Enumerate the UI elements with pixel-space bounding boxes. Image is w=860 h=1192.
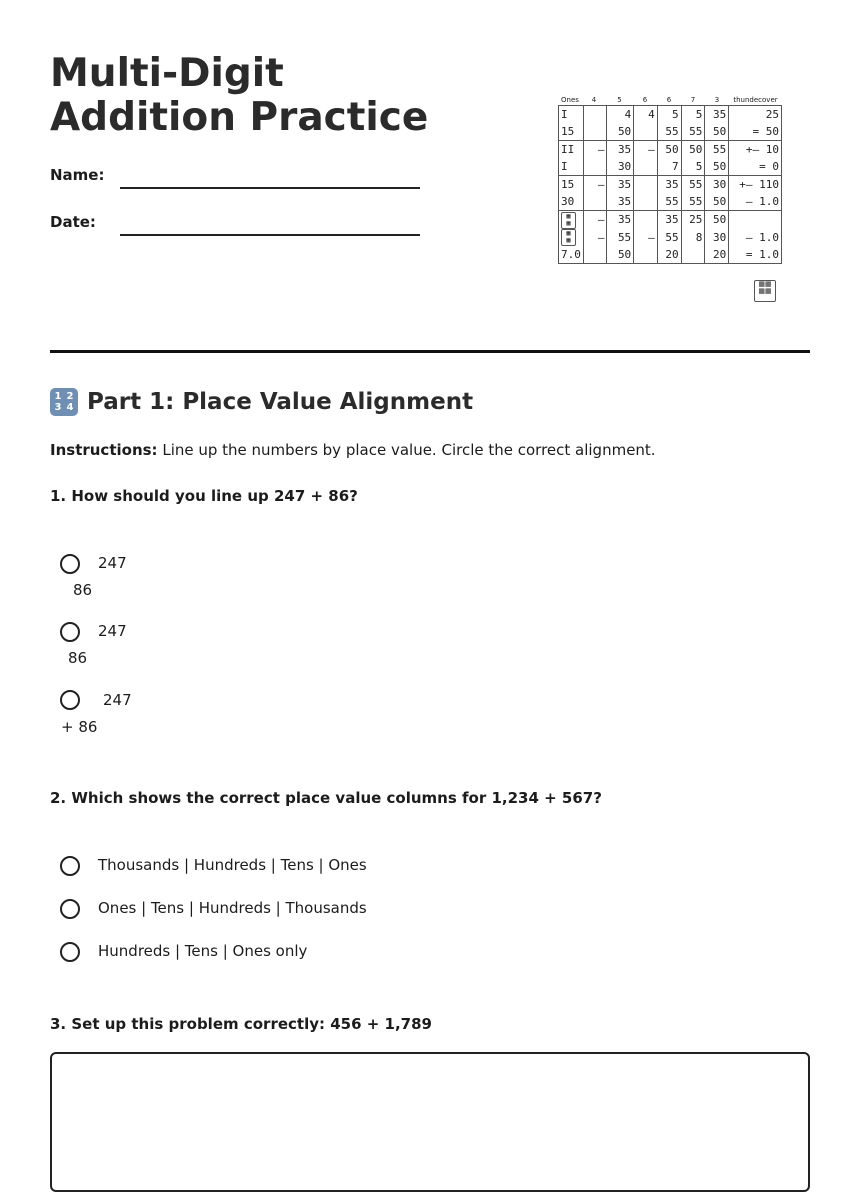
grid-cell: 35 xyxy=(705,106,729,124)
q1-option-2-radio[interactable] xyxy=(60,622,80,642)
grid-cell: 50 xyxy=(705,211,729,229)
grid-cell: 30 xyxy=(705,229,729,247)
grid-cell xyxy=(583,246,607,264)
icon-digit: 2 xyxy=(66,391,74,402)
grid-cell xyxy=(583,123,607,141)
q2-option-1-label: Thousands | Hundreds | Tens | Ones xyxy=(98,856,367,874)
icon-digit: 4 xyxy=(66,402,74,413)
part1-title-text: Part 1: Place Value Alignment xyxy=(87,389,474,415)
grid-cell: 55 xyxy=(681,193,705,211)
grid-cell: 50 xyxy=(657,141,681,159)
q1-option-1-radio[interactable] xyxy=(60,554,80,574)
grid-column-headers xyxy=(558,96,782,105)
grid-cell: 55 xyxy=(681,123,705,141)
grid-header: 7 xyxy=(690,96,696,104)
grid-cell: II xyxy=(559,141,584,159)
section-divider xyxy=(50,350,810,353)
grid-cell xyxy=(729,211,782,229)
q2-option-2-radio[interactable] xyxy=(60,899,80,919)
grid-header: Ones xyxy=(561,96,579,104)
grid-cell: 5 xyxy=(657,106,681,124)
place-value-grid xyxy=(558,96,782,264)
grid-header: thundecover xyxy=(733,96,778,104)
grid-cell xyxy=(583,158,607,176)
grid-cell xyxy=(583,193,607,211)
grid-cell: 50 xyxy=(705,123,729,141)
date-label: Date: xyxy=(50,213,96,231)
grid-cell: = 50 xyxy=(729,123,782,141)
q1-option-3-top: 247 xyxy=(103,691,132,709)
grid-cell: +– 10 xyxy=(729,141,782,159)
grid-cell: 55 xyxy=(681,176,705,194)
grid-cell: 25 xyxy=(681,211,705,229)
grid-cell: 5 xyxy=(681,158,705,176)
question-2-prompt: 2. Which shows the correct place value columns for 1,234 + 567? xyxy=(50,789,602,807)
grid-row xyxy=(559,193,782,211)
grid-cell: – xyxy=(634,229,658,247)
grid-cell: 50 xyxy=(705,193,729,211)
grid-cell xyxy=(559,229,584,247)
grid-cell: 35 xyxy=(607,211,634,229)
grid-cell: 50 xyxy=(607,123,634,141)
grid-row xyxy=(559,211,782,229)
instructions-text: Line up the numbers by place value. Circle the correct alignment. xyxy=(157,441,656,459)
grid-cell: I xyxy=(559,158,584,176)
grid-cell: 30 xyxy=(705,176,729,194)
grid-cell: – xyxy=(583,229,607,247)
name-label: Name: xyxy=(50,166,105,184)
worksheet-title: Multi-Digit Addition Practice xyxy=(50,51,429,140)
grid-cell: = 0 xyxy=(729,158,782,176)
q1-option-3-radio[interactable] xyxy=(60,690,80,710)
calculator-icon: ▦▦ ▦▦ xyxy=(754,280,776,302)
grid-header: 6 xyxy=(642,96,648,104)
grid-row xyxy=(559,158,782,176)
grid-cell: 7 xyxy=(657,158,681,176)
grid-cell: – xyxy=(583,176,607,194)
grid-cell: 30 xyxy=(559,193,584,211)
q1-option-3-bottom: + 86 xyxy=(61,718,98,736)
grid-cell: 55 xyxy=(705,141,729,159)
q1-option-1-top: 247 xyxy=(98,554,127,572)
grid-cell: 5 xyxy=(681,106,705,124)
grid-row xyxy=(559,176,782,194)
grid-row xyxy=(559,229,782,247)
grid-cell xyxy=(634,158,658,176)
grid-cell: – xyxy=(583,211,607,229)
grid-cell: 20 xyxy=(657,246,681,264)
q1-option-2-bottom: 86 xyxy=(68,649,88,667)
grid-cell: 50 xyxy=(607,246,634,264)
q1-option-1-bottom: 86 xyxy=(73,581,93,599)
q1-option-2-top: 247 xyxy=(98,622,127,640)
grid-cell: 55 xyxy=(657,123,681,141)
grid-cell: 7.0 xyxy=(559,246,584,264)
grid-cell xyxy=(634,176,658,194)
grid-cell: 35 xyxy=(657,211,681,229)
grid-cell: 50 xyxy=(705,158,729,176)
question-1-prompt: 1. How should you line up 247 + 86? xyxy=(50,487,358,505)
grid-cell: 15 xyxy=(559,176,584,194)
grid-cell: 4 xyxy=(634,106,658,124)
date-input-line[interactable] xyxy=(120,234,420,236)
grid-cell: – xyxy=(583,141,607,159)
grid-cell xyxy=(681,246,705,264)
grid-row xyxy=(559,141,782,159)
grid-cell xyxy=(634,193,658,211)
icon-digit: 3 xyxy=(54,402,62,413)
name-input-line[interactable] xyxy=(120,187,420,189)
grid-cell: 55 xyxy=(657,193,681,211)
q2-option-3-radio[interactable] xyxy=(60,942,80,962)
grid-cell: – 1.0 xyxy=(729,193,782,211)
question-3-prompt: 3. Set up this problem correctly: 456 + 1,789 xyxy=(50,1015,432,1033)
part1-title xyxy=(50,388,473,416)
grid-cell: 25 xyxy=(729,106,782,124)
grid-cell: 4 xyxy=(607,106,634,124)
input-numbers-icon xyxy=(50,388,78,416)
grid-cell xyxy=(634,211,658,229)
grid-cell xyxy=(634,123,658,141)
q2-option-3-label: Hundreds | Tens | Ones only xyxy=(98,942,308,960)
grid-cell: 35 xyxy=(607,141,634,159)
grid-row xyxy=(559,106,782,124)
grid-cell: 8 xyxy=(681,229,705,247)
grid-row xyxy=(559,123,782,141)
grid-header: 5 xyxy=(617,96,622,104)
grid-row xyxy=(559,246,782,264)
grid-header: 6 xyxy=(666,96,672,104)
grid-cell: 55 xyxy=(607,229,634,247)
grid-cell: 35 xyxy=(657,176,681,194)
grid-cell: 20 xyxy=(705,246,729,264)
grid-cell xyxy=(559,211,584,229)
grid-cell: +– 110 xyxy=(729,176,782,194)
grid-cell: 35 xyxy=(607,176,634,194)
q2-option-1-radio[interactable] xyxy=(60,856,80,876)
grid-header: 4 xyxy=(591,96,597,104)
grid-header: 3 xyxy=(714,96,720,104)
grid-cell: 35 xyxy=(607,193,634,211)
grid-cell: 55 xyxy=(657,229,681,247)
grid-cell xyxy=(583,106,607,124)
grid-cell: I xyxy=(559,106,584,124)
grid-cell: – xyxy=(634,141,658,159)
calculator-icon: ▦ ▦ xyxy=(561,212,576,229)
grid-cell: 15 xyxy=(559,123,584,141)
instructions xyxy=(50,441,656,459)
calculator-icon: ▦ ▦ xyxy=(561,229,576,246)
grid-cell: 50 xyxy=(681,141,705,159)
q2-option-2-label: Ones | Tens | Hundreds | Thousands xyxy=(98,899,367,917)
icon-digit: 1 xyxy=(54,391,62,402)
grid-cell: 30 xyxy=(607,158,634,176)
grid-table xyxy=(558,105,782,264)
grid-cell: = 1.0 xyxy=(729,246,782,264)
q3-answer-box[interactable] xyxy=(50,1052,810,1192)
grid-cell: – 1.0 xyxy=(729,229,782,247)
grid-cell xyxy=(634,246,658,264)
instructions-label: Instructions: xyxy=(50,441,158,459)
